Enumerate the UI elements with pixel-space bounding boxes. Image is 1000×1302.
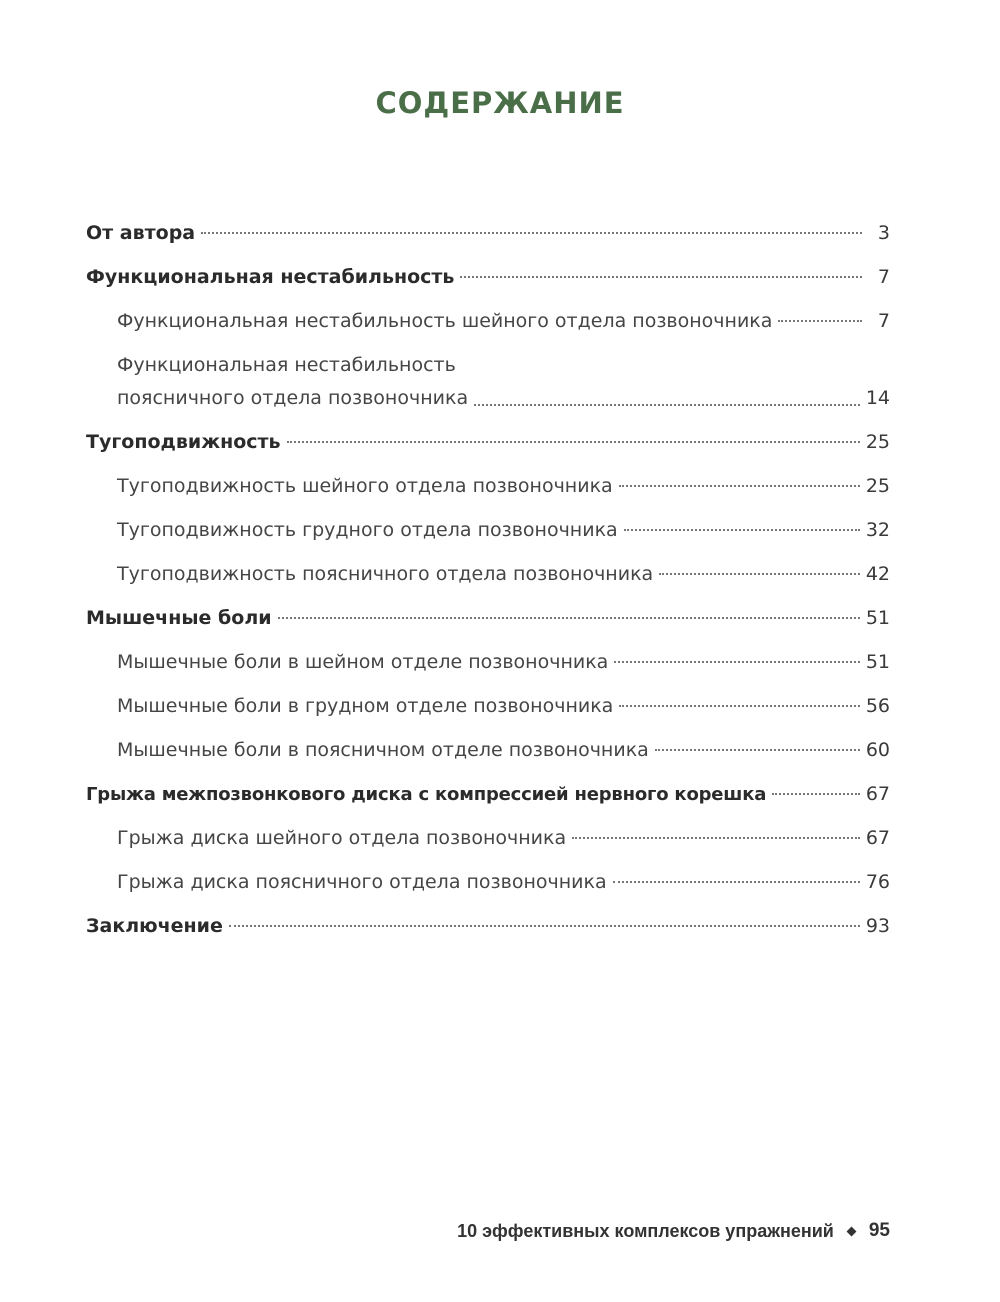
dot-leader xyxy=(201,232,862,234)
toc-entry-page: 76 xyxy=(865,871,890,893)
toc-entry-page: 14 xyxy=(865,387,890,409)
toc-entry[interactable] xyxy=(86,606,890,631)
toc-entry-title-line1: Функциональная нестабильность xyxy=(117,354,456,376)
dot-leader xyxy=(624,529,860,531)
toc-entry-page: 32 xyxy=(865,519,890,541)
toc-entry[interactable] xyxy=(86,221,890,246)
dot-leader xyxy=(572,837,860,839)
toc-entry-page: 51 xyxy=(865,607,890,629)
toc-subentry[interactable] xyxy=(86,694,890,719)
toc-entry-page: 67 xyxy=(865,827,890,849)
footer-page-number: 95 xyxy=(868,1220,890,1241)
toc-entry-title: Заключение xyxy=(86,915,223,937)
diamond-separator-icon xyxy=(846,1226,856,1236)
toc-entry-page: 25 xyxy=(865,475,890,497)
toc-entry[interactable] xyxy=(86,914,890,939)
toc-entry-title: Грыжа диска поясничного отдела позвоночника xyxy=(117,871,607,893)
toc-entry-page: 7 xyxy=(877,266,890,288)
toc-subentry[interactable] xyxy=(86,870,890,895)
toc-entry-page: 60 xyxy=(865,739,890,761)
toc-entry-title: Тугоподвижность поясничного отдела позвоночника xyxy=(117,563,654,585)
toc-subentry[interactable] xyxy=(86,562,890,587)
toc-entry-page: 3 xyxy=(877,222,890,244)
toc-entry-title: Тугоподвижность грудного отдела позвоночника xyxy=(117,519,618,541)
toc-entry-page: 56 xyxy=(865,695,890,717)
toc-entry-title: Мышечные боли в грудном отделе позвоночника xyxy=(117,695,614,717)
toc-entry[interactable] xyxy=(86,430,890,455)
toc-entry-page: 42 xyxy=(865,563,890,585)
dot-leader xyxy=(287,441,860,443)
dot-leader xyxy=(772,793,860,795)
page-footer xyxy=(457,1220,890,1242)
toc-entry-title: От автора xyxy=(86,222,196,244)
toc-subentry[interactable] xyxy=(86,474,890,499)
dot-leader xyxy=(278,617,860,619)
toc-entry-title: Тугоподвижность xyxy=(86,431,281,453)
toc-subentry[interactable] xyxy=(86,309,890,334)
toc-entry-title: Мышечные боли xyxy=(86,607,272,629)
toc-subentry[interactable] xyxy=(86,353,890,411)
toc-entry-title: Тугоподвижность шейного отдела позвоночника xyxy=(117,475,613,497)
footer-book-title: 10 эффективных комплексов упражнений xyxy=(457,1220,834,1241)
toc-entry-title: Мышечные боли в поясничном отделе позвоночника xyxy=(117,739,649,761)
dot-leader xyxy=(229,925,860,927)
toc-entry-page: 93 xyxy=(865,915,890,937)
toc-entry-title: Грыжа диска шейного отдела позвоночника xyxy=(117,827,567,849)
toc-subentry[interactable] xyxy=(86,826,890,851)
toc-entry-title: Функциональная нестабильность шейного отдела позвоночника xyxy=(117,310,773,332)
toc-entry[interactable] xyxy=(86,265,890,290)
dot-leader xyxy=(474,404,860,406)
toc-subentry[interactable] xyxy=(86,738,890,763)
toc-entry-page: 7 xyxy=(877,310,890,332)
dot-leader xyxy=(778,320,862,322)
dot-leader xyxy=(659,573,860,575)
dot-leader xyxy=(655,749,860,751)
dot-leader xyxy=(613,881,860,883)
toc-subentry[interactable] xyxy=(86,518,890,543)
toc-entry-title: Мышечные боли в шейном отделе позвоночника xyxy=(117,651,609,673)
toc-subentry[interactable] xyxy=(86,650,890,675)
dot-leader xyxy=(614,661,859,663)
toc-entry-page: 25 xyxy=(865,431,890,453)
dot-leader xyxy=(619,705,859,707)
toc-entry-title-line2: поясничного отдела позвоночника xyxy=(117,387,469,409)
toc-entry-page: 67 xyxy=(865,783,890,805)
toc-entry-title: Грыжа межпозвонкового диска с компрессией нервного корешка xyxy=(86,784,767,805)
dot-leader xyxy=(460,276,862,278)
toc-entry[interactable] xyxy=(86,782,890,807)
toc-entry-title: Функциональная нестабильность xyxy=(86,266,455,288)
table-of-contents xyxy=(86,221,890,958)
toc-entry-page: 51 xyxy=(865,651,890,673)
dot-leader xyxy=(619,485,860,487)
toc-entry-title-wrap xyxy=(117,353,468,411)
page-title: СОДЕРЖАНИЕ xyxy=(375,86,625,120)
